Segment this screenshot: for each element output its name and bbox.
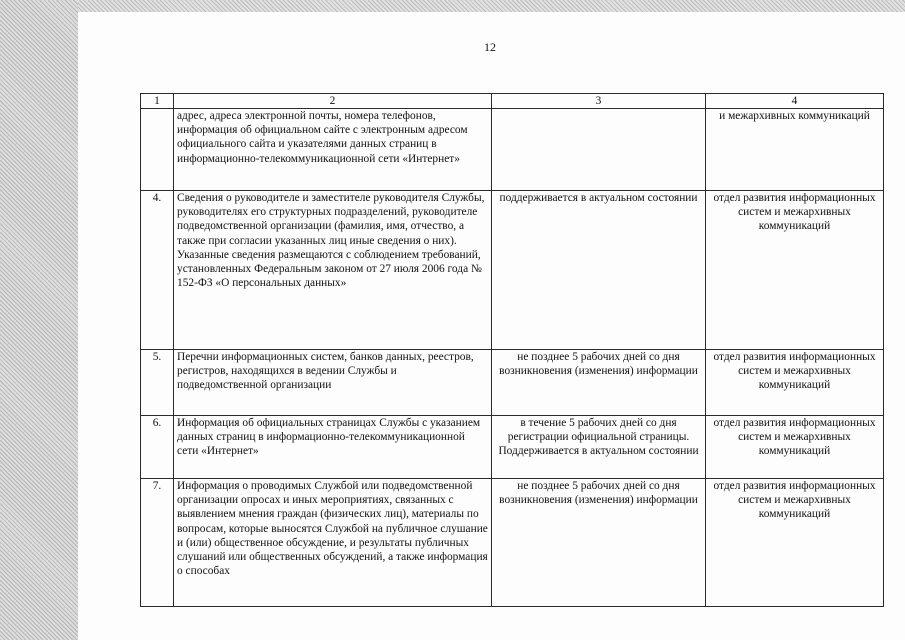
table-row bbox=[141, 350, 884, 416]
term-cell: поддерживается в актуальном состоянии bbox=[492, 191, 706, 350]
row-number: 6. bbox=[141, 416, 174, 479]
page-number: 12 bbox=[484, 40, 496, 54]
responsible-cell: и межархивных коммуникаций bbox=[706, 109, 884, 191]
scan-shadow-top bbox=[78, 0, 905, 12]
table-row bbox=[141, 479, 884, 607]
term-cell: не позднее 5 рабочих дней со дня возникновения (изменения) информации bbox=[492, 479, 706, 607]
term-cell bbox=[492, 109, 706, 191]
info-cell: Сведения о руководителе и заместителе руководителя Службы, руководителях его структурных подразделений, руководителе подведомственной организации (фамилия, имя, отчество, а также при согласии указанных лиц иные сведения о них). Указанные сведения размещаются с соблюдением требований, установленных Федеральным законом от 27 июля 2006 года № 152-ФЗ «О персональных данных» bbox=[174, 191, 492, 350]
row-number: 7. bbox=[141, 479, 174, 607]
row-number bbox=[141, 109, 174, 191]
info-table bbox=[140, 93, 884, 607]
row-number: 4. bbox=[141, 191, 174, 350]
responsible-cell: отдел развития информационных систем и межархивных коммуникаций bbox=[706, 191, 884, 350]
header-cell-2: 2 bbox=[174, 94, 492, 109]
table-row bbox=[141, 416, 884, 479]
responsible-cell: отдел развития информационных систем и межархивных коммуникаций bbox=[706, 416, 884, 479]
header-cell-3: 3 bbox=[492, 94, 706, 109]
term-cell: в течение 5 рабочих дней со дня регистрации официальной страницы. Поддерживается в актуальном состоянии bbox=[492, 416, 706, 479]
info-cell: адрес, адреса электронной почты, номера телефонов, информация об официальном сайте с электронным адресом официального сайта и указателями данных страниц в информационно-телекоммуникационной сети «Интернет» bbox=[174, 109, 492, 191]
info-cell: Перечни информационных систем, банков данных, реестров, регистров, находящихся в ведении Службы и подведомственной организации bbox=[174, 350, 492, 416]
info-cell: Информация об официальных страницах Службы с указанием данных страниц в информационно-телекоммуникационной сети «Интернет» bbox=[174, 416, 492, 479]
table-header-row bbox=[141, 94, 884, 109]
info-cell: Информация о проводимых Службой или подведомственной организации опросах и иных мероприятиях, связанных с выявлением мнения граждан (физических лиц), материалы по вопросам, которые выносятся Службой на публичное слушание и (или) общественное обсуждение, и результаты публичных слушаний или общественных обсуждений, а также информация о способах bbox=[174, 479, 492, 607]
header-cell-1: 1 bbox=[141, 94, 174, 109]
table-row bbox=[141, 109, 884, 191]
scan-shadow-left bbox=[0, 0, 78, 640]
responsible-cell: отдел развития информационных систем и межархивных коммуникаций bbox=[706, 350, 884, 416]
row-number: 5. bbox=[141, 350, 174, 416]
header-cell-4: 4 bbox=[706, 94, 884, 109]
table-row bbox=[141, 191, 884, 350]
term-cell: не позднее 5 рабочих дней со дня возникновения (изменения) информации bbox=[492, 350, 706, 416]
responsible-cell: отдел развития информационных систем и межархивных коммуникаций bbox=[706, 479, 884, 607]
